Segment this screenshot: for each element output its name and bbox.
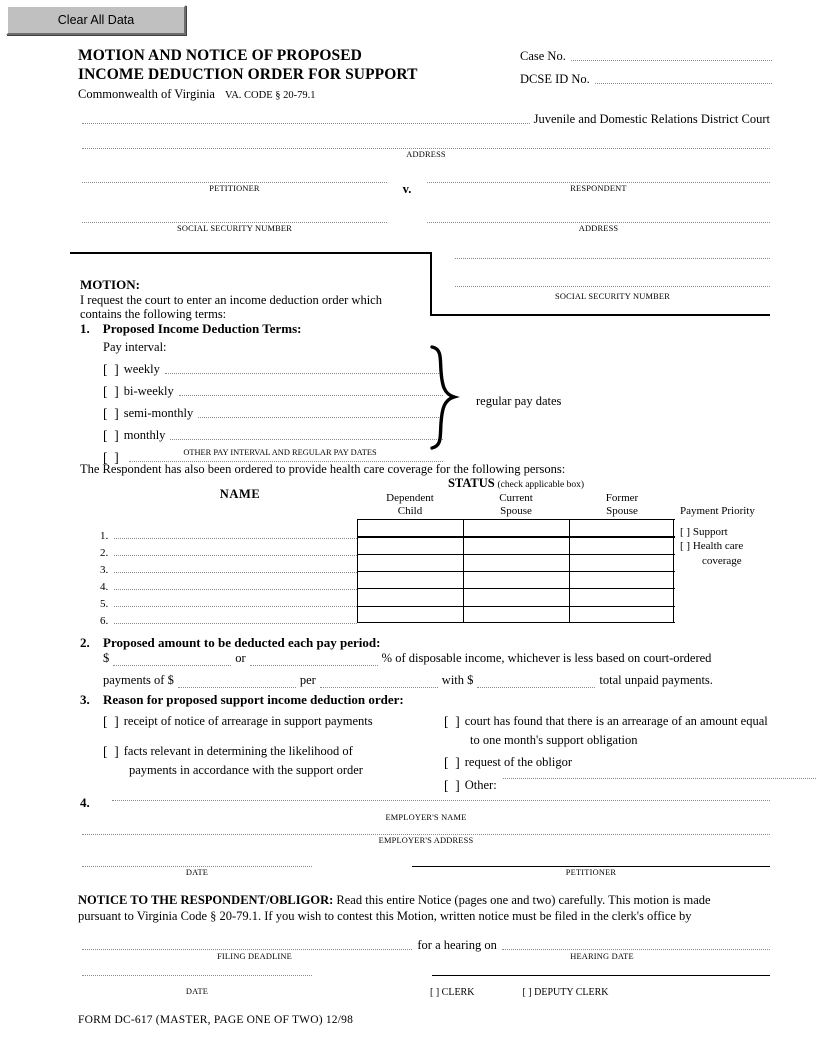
per-period-input[interactable] <box>320 676 438 688</box>
checkbox-bi-weekly[interactable]: [ ] <box>103 384 119 399</box>
pay-interval-option-weekly[interactable] <box>103 355 443 377</box>
table-row <box>100 542 357 559</box>
employer-address-input[interactable] <box>82 834 770 835</box>
table-row <box>100 593 357 610</box>
reason-label-other: Other: <box>464 778 497 792</box>
row-number: 4. <box>100 581 109 593</box>
motion-intro-line-2: contains the following terms: <box>80 307 227 321</box>
item-4-number: 4. <box>80 795 90 810</box>
item-3-block <box>80 692 780 708</box>
percent-input[interactable] <box>250 654 378 666</box>
status-checkbox-grid[interactable] <box>357 519 675 623</box>
pay-dates-input-bi-weekly[interactable] <box>179 395 443 396</box>
notice-line-2: pursuant to Virginia Code § 20-79.1. If you wish to contest this Motion, written notice must be filed in the clerk's office by <box>78 908 692 923</box>
regular-pay-dates-label: regular pay dates <box>476 394 562 408</box>
payment-priority-option-health-care[interactable] <box>680 539 810 554</box>
form-title-line-1: MOTION AND NOTICE OF PROPOSED <box>78 47 362 64</box>
motion-section <box>80 278 420 322</box>
pay-interval-option-monthly[interactable] <box>103 421 443 443</box>
motion-intro-line-1: I request the court to enter an income deduction order which <box>80 292 382 307</box>
signature-date-column <box>82 866 312 877</box>
checkbox-facts-relevant[interactable]: [ ] <box>103 744 119 759</box>
spacer <box>387 222 427 233</box>
reason-label-request-of-obligor: request of the obligor <box>464 755 573 769</box>
respondent-address-caption: ADDRESS <box>578 224 619 233</box>
name-input[interactable] <box>114 606 357 607</box>
item-2-amount-line-1 <box>103 651 783 666</box>
pay-interval-label-weekly: weekly <box>123 362 160 376</box>
checkbox-other[interactable]: [ ] <box>103 450 119 465</box>
table-row <box>100 559 357 576</box>
employer-address-caption: EMPLOYER'S ADDRESS <box>378 836 474 845</box>
respondent-ssn-caption: SOCIAL SECURITY NUMBER <box>555 292 670 301</box>
clerk-date-input[interactable] <box>82 975 312 976</box>
deputy-clerk-label: DEPUTY CLERK <box>534 987 609 998</box>
respondent-caption: RESPONDENT <box>570 184 627 193</box>
parties-row <box>82 182 770 198</box>
clerk-signature-input[interactable] <box>432 975 770 976</box>
checkbox-semi-monthly[interactable]: [ ] <box>103 406 119 421</box>
notice-text-part-1: Read this entire Notice (pages one and two) carefully. This motion is made <box>336 893 711 907</box>
or-label: or <box>235 651 246 665</box>
row-number: 3. <box>100 564 109 576</box>
table-row <box>100 610 357 627</box>
reason-option-other[interactable] <box>444 778 816 793</box>
checkbox-request-of-obligor[interactable]: [ ] <box>444 755 460 770</box>
grid-hline-1 <box>357 536 675 537</box>
motion-box-top-border <box>70 252 432 254</box>
petitioner-column <box>82 182 387 198</box>
reason-label-facts-relevant: facts relevant in determining the likelihood of <box>123 744 353 758</box>
row-number: 1. <box>100 530 109 542</box>
payment-priority-option-support[interactable] <box>680 525 810 540</box>
health-care-coverage-sentence: The Respondent has also been ordered to provide health care coverage for the following persons: <box>80 462 566 476</box>
pay-interval-label: Pay interval: <box>103 340 167 354</box>
employer-address-row <box>82 834 770 845</box>
curly-brace-icon <box>430 345 460 450</box>
court-row <box>82 112 770 127</box>
per-label: per <box>299 673 316 687</box>
reason-option-court-found-arrearage[interactable] <box>444 714 816 729</box>
with-label: with $ <box>441 673 474 687</box>
petitioner-ssn-input[interactable] <box>82 222 387 223</box>
court-name-label: Juvenile and Domestic Relations District Court <box>533 112 770 126</box>
signature-date-caption: DATE <box>185 868 209 877</box>
respondent-address-column <box>427 222 770 233</box>
deputy-clerk-checkbox-option[interactable] <box>522 987 608 998</box>
payments-amount-input[interactable] <box>178 676 296 688</box>
status-header <box>357 476 675 491</box>
notice-line-1 <box>78 893 778 909</box>
reason-label-receipt-of-notice: receipt of notice of arrearage in support payments <box>123 714 373 728</box>
item-3-left-options <box>103 714 433 778</box>
clear-all-data-label: Clear All Data <box>57 13 135 27</box>
grid-hline-2 <box>357 554 675 555</box>
checkbox-court-found-arrearage[interactable]: [ ] <box>444 714 460 729</box>
col-0-line2: Child <box>397 504 423 517</box>
table-column-headers <box>357 492 675 517</box>
reason-label-facts-relevant-line2: payments in accordance with the support order <box>129 763 363 777</box>
clerk-signature-row <box>82 975 770 976</box>
address-caption: ADDRESS <box>406 150 446 159</box>
versus-label: v. <box>402 182 412 196</box>
ssn-address-row <box>82 222 770 233</box>
dollar-sign-1: $ <box>103 651 110 665</box>
respondent-column <box>427 182 770 198</box>
reason-option-request-of-obligor[interactable] <box>444 755 816 770</box>
respondent-name-input[interactable] <box>427 182 770 183</box>
pay-dates-input-semi-monthly[interactable] <box>198 417 443 418</box>
name-input[interactable] <box>114 538 357 539</box>
grid-hline-6 <box>357 622 675 623</box>
reason-option-facts-relevant[interactable] <box>103 744 433 759</box>
pay-interval-label-monthly: monthly <box>123 428 166 442</box>
clerk-checkbox-option[interactable] <box>430 987 474 998</box>
pay-interval-option-semi-monthly[interactable] <box>103 399 443 421</box>
clerk-signature-column <box>432 975 770 976</box>
dcse-id-input[interactable] <box>595 83 772 84</box>
other-reason-input[interactable] <box>503 778 816 779</box>
grid-hline-4 <box>357 588 675 589</box>
filing-deadline-caption: FILING DEADLINE <box>217 952 292 961</box>
signature-petitioner-caption: PETITIONER <box>565 868 617 877</box>
checkbox-clerk[interactable]: [ ] <box>430 987 440 998</box>
employer-name-input[interactable] <box>112 800 770 801</box>
table-row <box>100 576 357 593</box>
checkbox-deputy-clerk[interactable]: [ ] <box>522 987 532 998</box>
name-input[interactable] <box>114 589 357 590</box>
table-row <box>100 525 357 542</box>
item-3-heading: Reason for proposed support income deduction order: <box>103 692 404 707</box>
case-identifiers-block <box>520 49 772 95</box>
dcse-id-label: DCSE ID No. <box>520 72 590 86</box>
pay-dates-input-weekly[interactable] <box>165 373 443 374</box>
pay-dates-input-monthly[interactable] <box>170 439 443 440</box>
item-3-number: 3. <box>80 692 90 707</box>
row-number: 6. <box>100 615 109 627</box>
other-pay-interval-caption: OTHER PAY INTERVAL AND REGULAR PAY DATES <box>183 448 377 457</box>
status-header-note: (check applicable box) <box>497 480 585 490</box>
checkbox-support[interactable]: [ ] <box>680 525 691 538</box>
signature-row <box>82 866 770 877</box>
reason-label-court-found-arrearage-line2: to one month's support obligation <box>470 733 638 747</box>
col-2-line1: Former <box>605 492 639 504</box>
petitioner-ssn-column <box>82 222 387 233</box>
employer-name-row <box>112 800 770 801</box>
item-2-block <box>80 635 780 651</box>
clerk-label: CLERK <box>441 987 475 998</box>
spacer <box>312 975 432 976</box>
form-number-footer: FORM DC-617 (MASTER, PAGE ONE OF TWO) 12/98 <box>78 1014 354 1026</box>
motion-box-vertical-border <box>430 252 432 316</box>
petitioner-caption: PETITIONER <box>209 184 260 193</box>
column-header-current-spouse <box>463 492 569 517</box>
notice-bold-label: NOTICE TO THE RESPONDENT/OBLIGOR: <box>78 893 334 907</box>
court-name-input[interactable] <box>82 123 530 124</box>
case-number-input[interactable] <box>571 60 772 61</box>
col-2-line2: Spouse <box>606 504 638 517</box>
form-title-line-2: INCOME DEDUCTION ORDER FOR SUPPORT <box>78 66 418 83</box>
clerk-date-caption: DATE <box>185 987 209 996</box>
deadline-captions <box>82 951 770 961</box>
checkbox-health-care[interactable]: [ ] <box>680 540 691 552</box>
item-2-amount-line-2 <box>103 673 783 688</box>
reason-option-receipt-of-notice[interactable] <box>103 714 433 729</box>
petitioner-address-row <box>82 148 770 159</box>
employer-name-caption: EMPLOYER'S NAME <box>385 813 467 822</box>
checkbox-other-reason[interactable]: [ ] <box>444 778 460 793</box>
status-header-label: STATUS <box>447 476 495 490</box>
payment-priority-header: Payment Priority <box>680 505 755 517</box>
filing-deadline-input[interactable] <box>82 949 412 950</box>
grid-hline-0 <box>357 519 675 520</box>
hearing-date-input[interactable] <box>502 949 770 950</box>
payment-priority-label-health-care: Health care <box>692 540 744 552</box>
payments-of-label: payments of $ <box>103 673 174 687</box>
column-header-former-spouse <box>569 492 675 517</box>
respondent-address-input[interactable] <box>427 222 770 223</box>
form-title-block <box>78 46 498 102</box>
signature-petitioner-column <box>412 866 770 877</box>
signature-petitioner-input[interactable] <box>412 866 770 867</box>
item-2-number: 2. <box>80 635 90 650</box>
pay-interval-option-bi-weekly[interactable] <box>103 377 443 399</box>
row-number: 5. <box>100 598 109 610</box>
column-header-dependent-child <box>357 492 463 517</box>
percent-description: % of disposable income, whichever is less based on court-ordered <box>381 651 712 665</box>
case-number-label: Case No. <box>520 49 566 63</box>
col-1-line1: Current <box>499 492 533 504</box>
name-column-header: NAME <box>219 487 261 501</box>
amount-input[interactable] <box>113 654 231 666</box>
row-number: 2. <box>100 547 109 559</box>
item-1-number: 1. <box>80 321 90 336</box>
grid-hline-5 <box>357 606 675 607</box>
reason-label-court-found-arrearage: court has found that there is an arrearage of an amount equal <box>464 714 768 728</box>
pay-interval-label-semi-monthly: semi-monthly <box>123 406 194 420</box>
notice-block <box>78 893 778 924</box>
for-a-hearing-on-label: for a hearing on <box>417 938 497 952</box>
unpaid-total-input[interactable] <box>477 676 595 688</box>
checkbox-monthly[interactable]: [ ] <box>103 428 119 443</box>
petitioner-ssn-caption: SOCIAL SECURITY NUMBER <box>177 224 292 233</box>
checkbox-receipt-of-notice[interactable]: [ ] <box>103 714 119 729</box>
payment-priority-continuation: coverage <box>702 554 742 567</box>
signature-date-input[interactable] <box>82 866 312 867</box>
name-input[interactable] <box>114 555 357 556</box>
grid-hline-3 <box>357 571 675 572</box>
clerk-date-column <box>82 975 312 976</box>
name-input[interactable] <box>114 572 357 573</box>
hearing-date-caption: HEARING DATE <box>570 952 634 961</box>
va-code-label: VA. CODE § 20-79.1 <box>224 90 316 101</box>
item-2-heading: Proposed amount to be deducted each pay period: <box>103 635 381 650</box>
col-1-line2: Spouse <box>500 504 532 517</box>
payment-priority-label-support: Support <box>692 525 728 538</box>
item-3-right-options <box>444 714 816 797</box>
col-0-line1: Dependent <box>386 492 434 504</box>
total-unpaid-label: total unpaid payments. <box>599 673 713 687</box>
clerk-checkbox-row <box>430 987 770 998</box>
commonwealth-line <box>78 87 498 102</box>
case-number-row <box>520 49 772 64</box>
pay-interval-label-bi-weekly: bi-weekly <box>123 384 174 398</box>
checkbox-weekly[interactable]: [ ] <box>103 362 119 377</box>
motion-box-bottom-border <box>430 314 770 316</box>
dcse-id-row <box>520 72 772 87</box>
motion-label: MOTION: <box>80 277 140 292</box>
name-input[interactable] <box>114 623 357 624</box>
item-1-heading: Proposed Income Deduction Terms: <box>102 321 302 336</box>
commonwealth-label: Commonwealth of Virginia <box>78 87 215 101</box>
petitioner-address-input[interactable] <box>82 148 770 149</box>
name-rows <box>100 525 357 627</box>
petitioner-name-input[interactable] <box>82 182 387 183</box>
payment-priority-block <box>680 504 810 568</box>
spacer <box>312 866 412 877</box>
